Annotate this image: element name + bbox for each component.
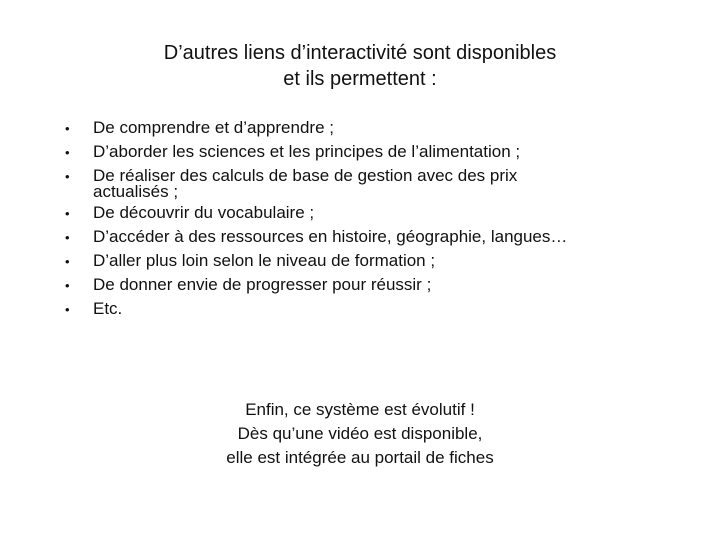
conclusion-line-1: Enfin, ce système est évolutif !	[245, 400, 475, 419]
list-item	[0, 142, 653, 163]
list-item	[0, 203, 653, 224]
title-line-1: D’autres liens d’interactivité sont disponibles	[163, 42, 557, 64]
list-item	[0, 275, 653, 296]
bullet-icon: •	[65, 145, 70, 160]
conclusion-line-3: elle est intégrée au portail de fiches	[226, 448, 494, 467]
bullet-icon: •	[65, 302, 70, 317]
bullet-text: Etc.	[93, 299, 123, 318]
bullet-icon: •	[65, 169, 70, 184]
bullet-text: D’aborder les sciences et les principes de l’alimentation ;	[93, 142, 521, 161]
bullet-icon: •	[65, 230, 70, 245]
list-item	[0, 166, 653, 200]
bullet-text: D’aller plus loin selon le niveau de formation ;	[93, 251, 436, 270]
bullet-icon: •	[65, 121, 70, 136]
bullet-text: De comprendre et d’apprendre ;	[93, 118, 334, 137]
bullet-icon: •	[65, 254, 70, 269]
title-line-2: et ils permettent :	[283, 68, 437, 90]
slide-title	[100, 40, 620, 92]
bullet-icon: •	[65, 206, 70, 221]
bullet-text: De donner envie de progresser pour réussir ;	[93, 275, 432, 294]
list-item	[0, 299, 653, 320]
bullet-icon: •	[65, 278, 70, 293]
bullet-text: D’accéder à des ressources en histoire, géographie, langues…	[93, 227, 568, 246]
list-item	[0, 118, 653, 139]
bullet-text: De réaliser des calculs de base de gestion avec des prix actualisés ;	[93, 166, 518, 201]
bullet-list	[0, 118, 720, 323]
list-item	[0, 251, 653, 272]
list-item	[0, 227, 653, 248]
bullet-text: De découvrir du vocabulaire ;	[93, 203, 315, 222]
conclusion-line-2: Dès qu’une vidéo est disponible,	[237, 424, 483, 443]
conclusion-text	[180, 398, 540, 470]
